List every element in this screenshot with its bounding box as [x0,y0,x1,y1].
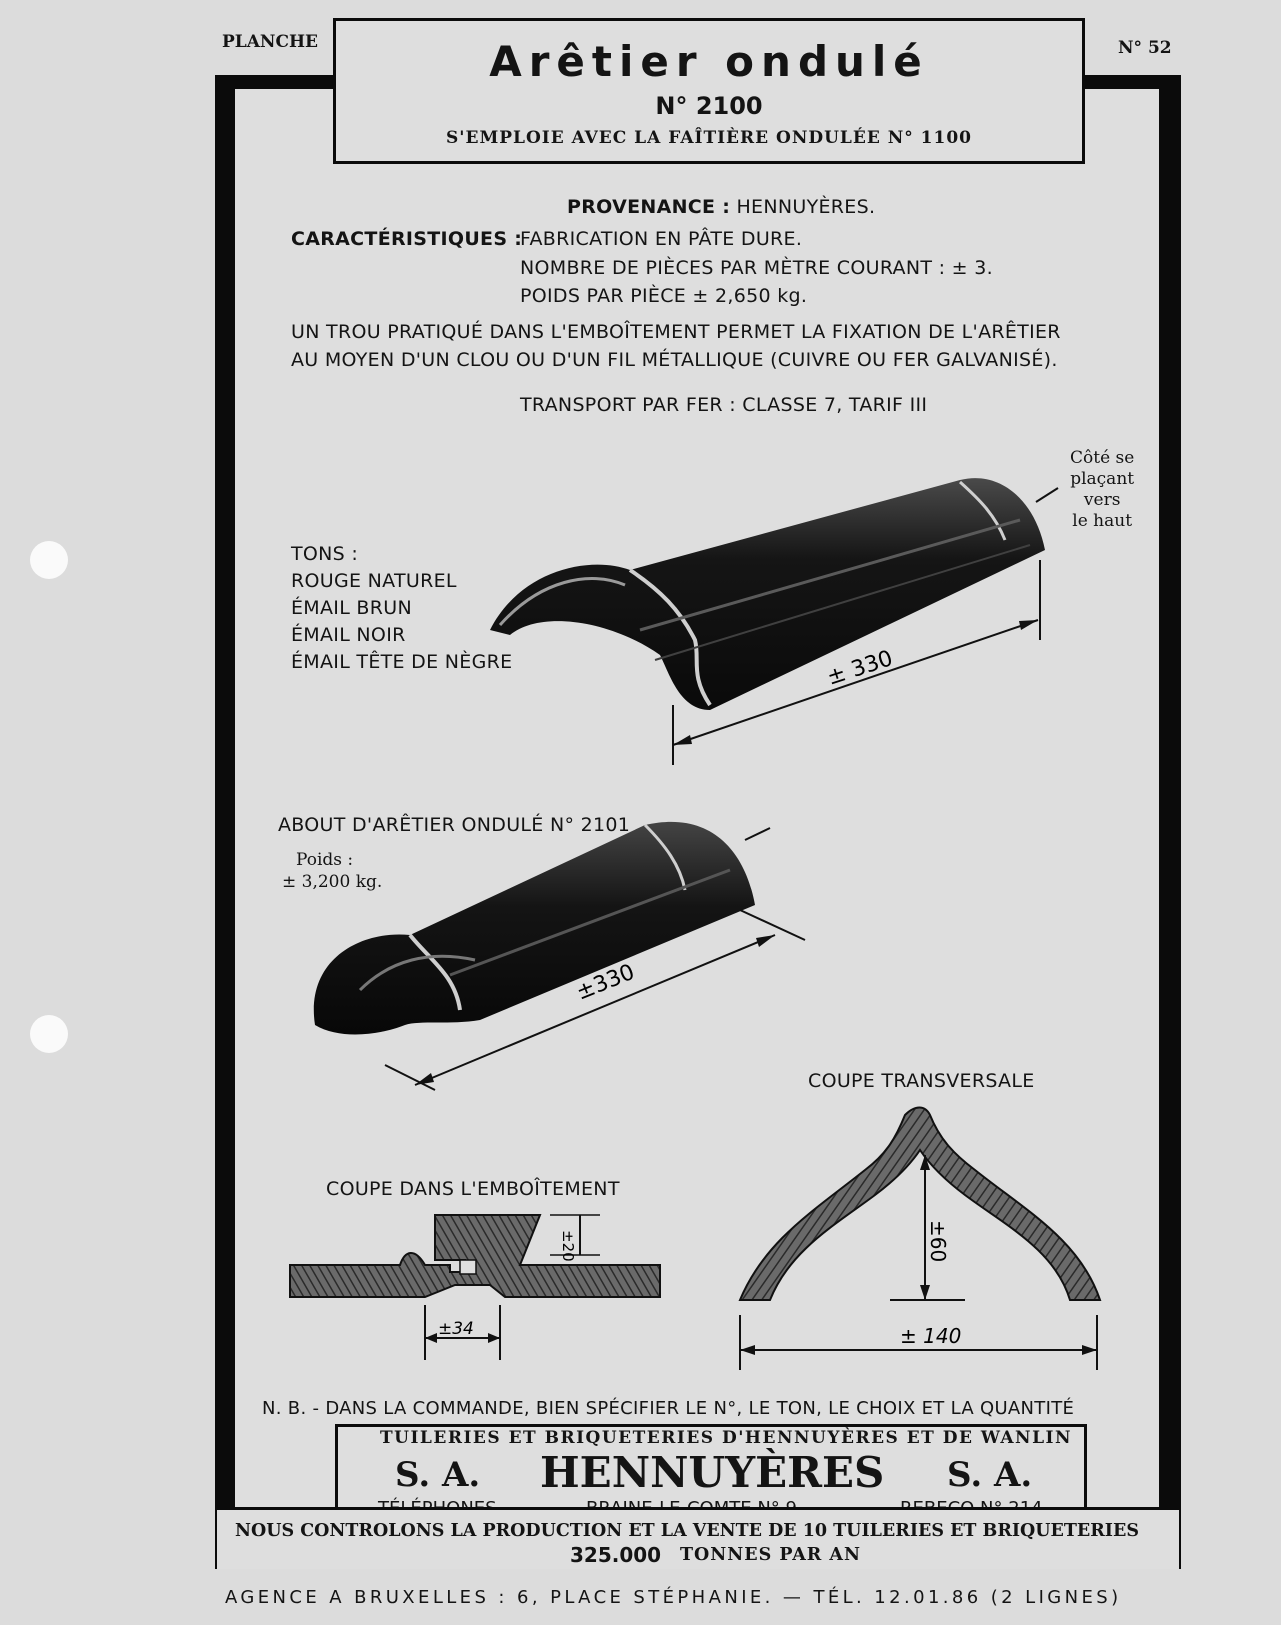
side-note-line: vers [1083,490,1121,510]
joint-section-title: COUPE DANS L'EMBOÎTEMENT [326,1178,620,1200]
provenance-row [567,196,875,218]
company-line: TUILERIES ET BRIQUETERIES D'HENNUYÈRES ET DE WANLIN [380,1428,1073,1448]
note-line: AU MOYEN D'UN CLOU OU D'UN FIL MÉTALLIQUE (CUIVRE OU FER GALVANISÉ). [291,349,1058,371]
joint-width-dimension: ±34 [438,1319,474,1339]
tons-item: ÉMAIL BRUN [291,597,412,619]
sheet-number: N° 52 [1118,38,1172,58]
nb-note: N. B. - DANS LA COMMANDE, BIEN SPÉCIFIER LE N°, LE TON, LE CHOIX ET LA QUANTITÉ [262,1398,1075,1419]
joint-section-drawing [285,1210,675,1360]
note-line: UN TROU PRATIQUÉ DANS L'EMBOÎTEMENT PERMET LA FIXATION DE L'ARÊTIER [291,321,1061,343]
hip-end-tile-illustration [300,810,840,1110]
transport-line: TRANSPORT PAR FER : CLASSE 7, TARIF III [520,394,928,416]
fig1-dimension: ± 330 [824,646,896,691]
control-line: NOUS CONTROLONS LA PRODUCTION ET LA VENTE DE 10 TUILERIES ET BRIQUETERIES [235,1521,1139,1541]
tons-item: ROUGE NATUREL [291,570,457,592]
side-note-line: plaçant [1070,469,1135,489]
fig2-dimension: ±330 [572,959,639,1006]
usage-line: S'EMPLOIE AVEC LA FAÎTIÈRE ONDULÉE N° 1100 [446,128,972,148]
joint-height-dimension: ±20 [559,1230,577,1262]
tons-item: ÉMAIL NOIR [291,624,406,646]
figure2-weight-label: Poids : [296,850,354,870]
side-note-line: le haut [1072,511,1133,531]
figure2-title: ABOUT D'ARÊTIER ONDULÉ N° 2101 [278,814,631,836]
punch-hole [30,541,68,579]
cross-section-title: COUPE TRANSVERSALE [808,1070,1035,1092]
characteristic-item: NOMBRE DE PIÈCES PAR MÈTRE COURANT : ± 3. [520,257,993,279]
characteristics-label: CARACTÉRISTIQUES : [291,228,523,250]
characteristic-item: POIDS PAR PIÈCE ± 2,650 kg. [520,285,808,307]
product-number: N° 2100 [655,92,763,120]
tons-label: TONS : [291,543,359,565]
characteristic-item: FABRICATION EN PÂTE DURE. [520,228,803,250]
sa-left: S. A. [395,1455,481,1495]
hip-tile-illustration [480,460,1080,780]
cross-section-drawing [725,1100,1125,1370]
provenance-value: HENNUYÈRES. [736,196,876,218]
brand-name: HENNUYÈRES [540,1448,885,1497]
agency-line: AGENCE A BRUXELLES : 6, PLACE STÉPHANIE. — TÉL. 12.01.86 (2 LIGNES) [225,1587,1122,1608]
cross-height-dimension: ±60 [926,1220,950,1263]
title-box [333,18,1085,164]
provenance-label: PROVENANCE : [567,196,731,218]
planche-label: PLANCHE [222,32,319,52]
punch-hole [30,1015,68,1053]
tonnage-value: 325.000 [570,1543,662,1567]
tons-item: ÉMAIL TÊTE DE NÈGRE [291,651,513,673]
page-title: Arêtier ondulé [489,37,929,86]
figure2-weight-value: ± 3,200 kg. [282,872,383,892]
side-note-line: Côté se [1070,448,1135,468]
tonnage-unit: TONNES PAR AN [680,1545,862,1565]
sa-right: S. A. [947,1455,1033,1495]
cross-width-dimension: ± 140 [900,1324,962,1348]
